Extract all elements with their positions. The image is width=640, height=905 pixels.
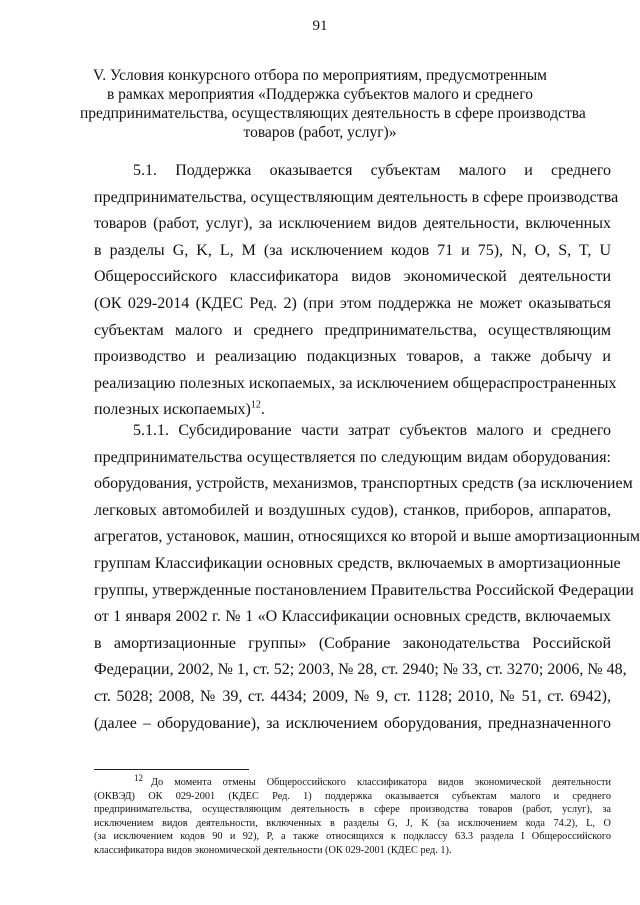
footnote-line: классификатора видов экономической деятельности (ОК 029-2001 (КДЕС ред. 1). bbox=[94, 844, 452, 856]
text-line: 5.1.1. Субсидирование части затрат субъектов малого и среднего bbox=[133, 422, 611, 439]
footnote-reference: 12 bbox=[250, 400, 261, 412]
text-line: легковых автомобилей и воздушных судов), станков, приборов, аппаратов, bbox=[94, 501, 611, 519]
text-line: реализацию полезных ископаемых, за исключением общераспространенных bbox=[94, 374, 617, 392]
footnote-line: предпринимательства, осуществляющим деятельность в сфере производства товаров (работ, услуг), за bbox=[94, 804, 611, 816]
footnote-separator bbox=[94, 769, 249, 770]
paragraph-5-1-1 bbox=[94, 418, 640, 737]
footnote-line-first bbox=[94, 772, 611, 790]
footnote-line: (ОКВЭД) ОК 029-2001 (КДЕС Ред. 1) поддержка оказывается субъектам малого и среднего bbox=[94, 790, 611, 802]
sentence-end: . bbox=[260, 401, 265, 419]
text-line: в амортизационные группы» (Собрание законодательства Российской bbox=[94, 634, 611, 652]
text-line: Общероссийского классификатора видов экономической деятельности bbox=[94, 268, 611, 286]
text-line: предпринимательства осуществляется по следующим видам оборудования: bbox=[94, 448, 611, 466]
footnote-line: исключением видов деятельности, включенных в разделы G, J, K (за исключением кода 74.2), L, O bbox=[94, 817, 611, 829]
text-line: товаров (работ, услуг), за исключением видов деятельности, включенных bbox=[94, 215, 611, 233]
text-line: группам Классификации основных средств, включаемых в амортизационные bbox=[94, 554, 621, 572]
text-line: предпринимательства, осуществляющим деятельность в сфере производства bbox=[94, 188, 619, 206]
text-line: субъектам малого и среднего предпринимательства, осуществляющим bbox=[94, 321, 611, 339]
text-line: (далее – оборудование), за исключением оборудования, предназначенного bbox=[94, 714, 611, 732]
heading-line: в рамках мероприятия «Поддержка субъектов малого и среднего bbox=[106, 86, 534, 103]
text-line: ст. 5028; 2008, № 39, ст. 4434; 2009, № 9, ст. 1128; 2010, № 51, ст. 6942), bbox=[94, 687, 611, 705]
heading-line: предпринимательства, осуществляющих деятельность в сфере производства bbox=[80, 105, 586, 122]
heading-line: V. Условия конкурсного отбора по мероприятиям, предусмотренным bbox=[93, 67, 547, 84]
text-line: полезных ископаемых) bbox=[94, 401, 251, 419]
section-heading bbox=[80, 66, 586, 142]
text-line: в разделы G, K, L, M (за исключением кодов 71 и 75), N, O, S, T, U bbox=[94, 241, 611, 259]
heading-line: товаров (работ, услуг)» bbox=[243, 124, 397, 141]
footnote bbox=[94, 772, 611, 858]
footnote-text: До момента отмены Общероссийского классификатора видов экономической деятельности bbox=[151, 777, 611, 788]
text-line: группы, утвержденные постановлением Правительства Российской Федерации bbox=[94, 581, 634, 599]
paragraph-5-1 bbox=[94, 158, 619, 424]
text-line: оборудования, устройств, механизмов, транспортных средств (за исключением bbox=[94, 475, 633, 493]
page-number: 91 bbox=[312, 18, 328, 34]
text-line: производство и реализацию подакцизных товаров, а также добычу и bbox=[94, 348, 611, 366]
text-line: 5.1. Поддержка оказывается субъектам малого и среднего bbox=[133, 162, 611, 179]
text-line: Федерации, 2002, № 1, ст. 52; 2003, № 28, ст. 2940; № 33, ст. 3270; 2006, № 48, bbox=[94, 661, 627, 679]
text-line: (ОК 029-2014 (КДЕС Ред. 2) (при этом поддержка не может оказываться bbox=[94, 294, 611, 312]
footnote-line: (за исключением кодов 90 и 92), P, а также относящихся к подклассу 63.3 раздела I Общероссийского bbox=[94, 831, 611, 843]
text-line: от 1 января 2002 г. № 1 «О Классификации основных средств, включаемых bbox=[94, 608, 611, 626]
text-line: агрегатов, установок, машин, относящихся ко второй и выше амортизационным bbox=[94, 528, 640, 546]
footnote-number: 12 bbox=[134, 772, 143, 783]
